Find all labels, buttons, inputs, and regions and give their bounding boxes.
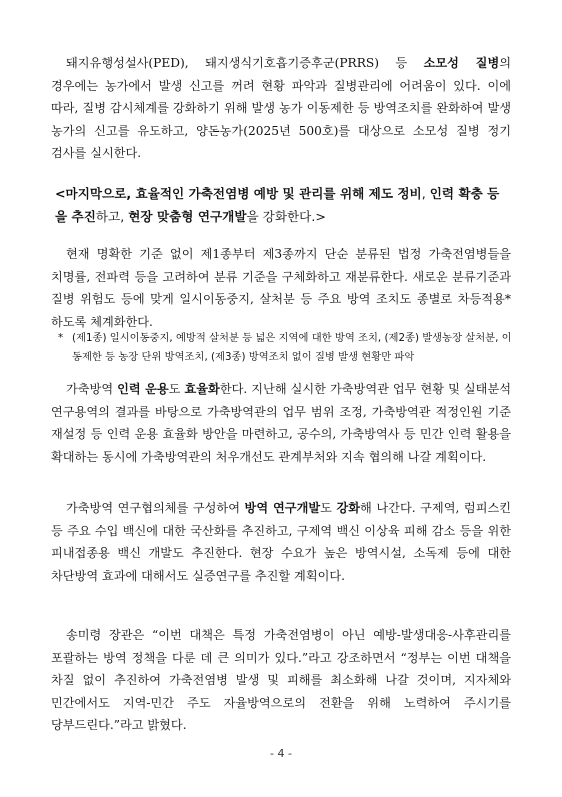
text-span: 가축방역 연구협의체를 구성하여	[66, 501, 245, 515]
heading-part: 인력 확충 등을 추진	[55, 186, 500, 224]
heading-part: 현장 맞춤형 연구개발	[128, 208, 247, 224]
heading-part: ,	[421, 186, 430, 201]
heading-part: 을 강화한다.>	[246, 208, 326, 224]
text-span: 의 경우에는 농가에서 발생 신고를 꺼려 현황 파악과 질병관리에 어려움이 있다. 이에 따라, 질병 감시체계를 강화하기 위해 발생 농가 이동제한 등 방역조치를 완화하여 발생 농가의 신고를 유도하고, 양돈농가(2025년 500호)를 대상으로 소모성 질병 정기 검사를 실시한다.	[51, 56, 511, 160]
footnote-text: (제1종) 일시이동중지, 예방적 살처분 등 넓은 지역에 대한 방역 조치, (제2종) 발생농장 살처분, 이동제한 등 농장 단위 방역조치, (제3종) 방역조치 없이 질병 발생 현황만 파악	[72, 332, 512, 363]
paragraph-research	[51, 497, 511, 587]
footnote-marker: *	[58, 332, 64, 344]
paragraph-minister-quote: 송미령 장관은 “이번 대책은 특정 가축전염병이 아닌 예방-발생대응-사후관리를 포괄하는 방역 정책을 다룬 데 큰 의미가 있다.”라고 강조하면서 “정부는 이번 대책을 차질 없이 추진하여 가축전염병 발생 및 피해를 최소화해 나갈 것이며, 지자체와 민간에서도 지역-민간 주도 자율방역으로의 전환을 위해 노력하여 주시기를 당부드린다.”라고 밝혔다.	[51, 628, 511, 732]
bold-text: 인력 운용	[117, 382, 169, 396]
paragraph-reclassification: 현재 명확한 기준 없이 제1종부터 제3종까지 단순 분류된 법정 가축전염병들을 치명률, 전파력 등을 고려하여 분류 기준을 구체화하고 재분류한다. 새로운 분류기준과 질병 위험도 등에 맞게 일시이동중지, 살처분 등 주요 방역 조치도 종별로 차등적용*하도록 체계화한다.	[51, 247, 511, 329]
text-span: 한다. 지난해 실시한 가축방역관 업무 현황 및 실태분석 연구용역의 결과를 바탕으로 가축방역관의 업무 범위 조정, 가축방역관 적정인원 기준 재설정 등 인력 운용 효율화 방안을 마련하고, 공수의, 가축방역사 등 민간 인력 활용을 확대하는 동시에 가축방역관의 처우개선도 관계부처와 지속 협의해 나갈 계획이다.	[51, 382, 511, 464]
heading-part: 하고,	[95, 208, 129, 224]
text-span: 돼지유행성설사(PED), 돼지생식기호흡기증후군(PRRS) 등	[66, 56, 424, 70]
text-span: 도	[320, 501, 337, 515]
paragraph-chronic-disease	[51, 52, 511, 165]
paragraph-personnel	[51, 378, 511, 468]
bold-text: 강화	[336, 501, 361, 515]
bold-text: 효율화	[184, 382, 220, 396]
text-span: 도	[168, 382, 185, 396]
footnote	[58, 329, 518, 367]
heading-part: <마지막으로, 효율적인 가축전염병 예방 및 관리를 위해 제도 정비	[55, 186, 422, 201]
page-number: - 4 -	[270, 747, 292, 760]
text-span: 가축방역	[66, 382, 118, 396]
section-heading	[55, 183, 511, 228]
text-span: 해 나간다. 구제역, 럼피스킨 등 주요 수입 백신에 대한 국산화를 추진하고, 구제역 백신 이상육 피해 감소 등을 위한 피내접종용 백신 개발도 추진한다. 현장 수요가 높은 방역시설, 소독제 등에 대한 차단방역 효과에 대해서도 실증연구를 추진할 계획이다.	[51, 501, 512, 583]
bold-text: 방역 연구개발	[244, 501, 321, 515]
bold-text: 소모성 질병	[423, 56, 500, 70]
